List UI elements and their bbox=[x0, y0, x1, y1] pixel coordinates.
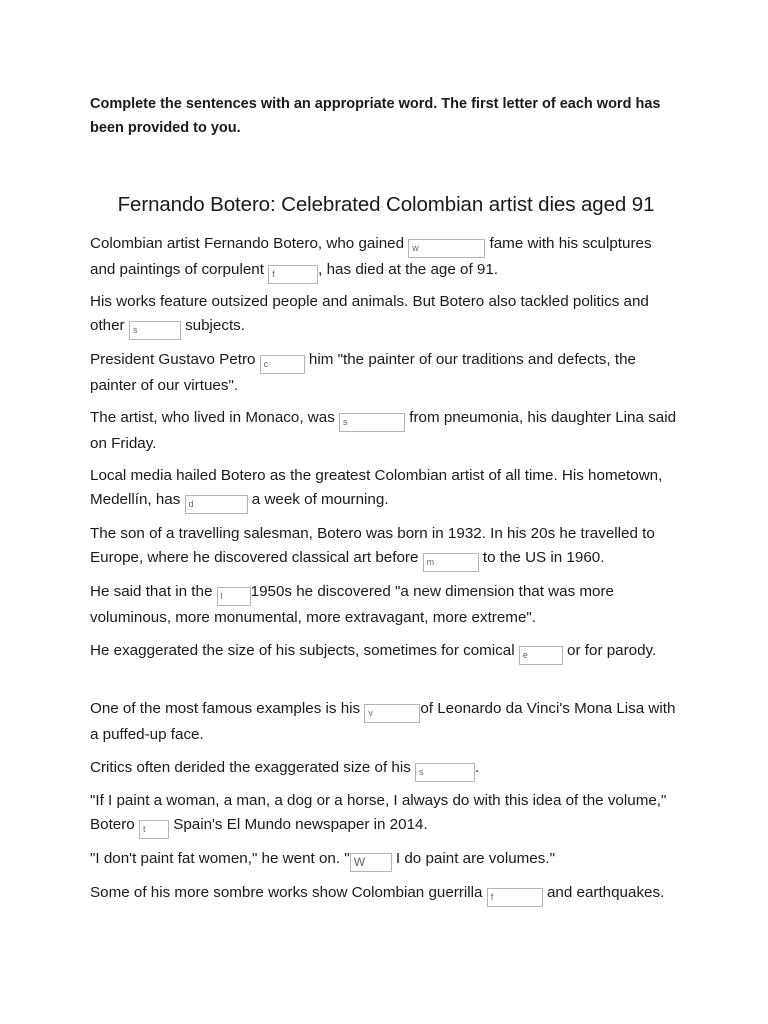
paragraph-7: He said that in the l 1950s he discovered "a new dimension that was more voluminous, more monumental, more extravagant, more extreme". bbox=[90, 583, 614, 626]
paragraph-10: Critics often derided the exaggerated size of his s . bbox=[90, 756, 680, 782]
answer-input-13[interactable]: W bbox=[350, 853, 392, 872]
paragraph-3: President Gustavo Petro c him "the painter of our traditions and defects, the painter of our virtues". bbox=[90, 351, 636, 394]
instructions: Complete the sentences with an appropriate word. The first letter of each word has been provided to you. bbox=[90, 96, 661, 136]
answer-input-6[interactable]: d bbox=[185, 495, 248, 514]
answer-input-10[interactable]: v bbox=[364, 704, 420, 723]
paragraph-11: "If I paint a woman, a man, a dog or a horse, I always do with this idea of the volume," Botero t Spain's El Mundo newspaper in 2014. bbox=[90, 789, 680, 839]
paragraph-6: The son of a travelling salesman, Botero was born in 1932. In his 20s he travelled to Europe, where he discovered classical art before m to the US in 1960. bbox=[90, 522, 680, 572]
paragraph-5: Local media hailed Botero as the greatest Colombian artist of all time. His hometown, Medellín, has d a week of mourning. bbox=[90, 464, 680, 514]
paragraph-13: Some of his more sombre works show Colombian guerrilla f and earthquakes. bbox=[90, 881, 680, 907]
answer-input-7[interactable]: m bbox=[423, 553, 479, 572]
paragraph-8: He exaggerated the size of his subjects, sometimes for comical e or for parody. bbox=[90, 639, 680, 665]
answer-input-8[interactable]: l bbox=[217, 587, 251, 606]
answer-input-14[interactable]: f bbox=[487, 888, 543, 907]
paragraph-12: "I don't paint fat women," he went on. " W I do paint are volumes." bbox=[90, 847, 680, 872]
answer-input-2[interactable]: f bbox=[268, 265, 318, 284]
answer-input-5[interactable]: s bbox=[339, 413, 405, 432]
answer-input-1[interactable]: w bbox=[408, 239, 485, 258]
article-title: Fernando Botero: Celebrated Colombian artist dies aged 91 bbox=[117, 193, 655, 216]
answer-input-12[interactable]: t bbox=[139, 820, 169, 839]
answer-input-3[interactable]: s bbox=[129, 321, 181, 340]
paragraph-9: One of the most famous examples is his v of Leonardo da Vinci's Mona Lisa with a puffed-up face. bbox=[90, 700, 676, 743]
paragraph-2: His works feature outsized people and animals. But Botero also tackled politics and other s subjects. bbox=[90, 290, 680, 340]
answer-input-9[interactable]: e bbox=[519, 646, 563, 665]
paragraph-1: Colombian artist Fernando Botero, who gained w fame with his sculptures and paintings of corpulent f , has died at the age of 91. bbox=[90, 232, 680, 284]
answer-input-11[interactable]: s bbox=[415, 763, 475, 782]
paragraph-4: The artist, who lived in Monaco, was s from pneumonia, his daughter Lina said on Friday. bbox=[90, 409, 677, 452]
answer-input-4[interactable]: c bbox=[260, 355, 305, 374]
